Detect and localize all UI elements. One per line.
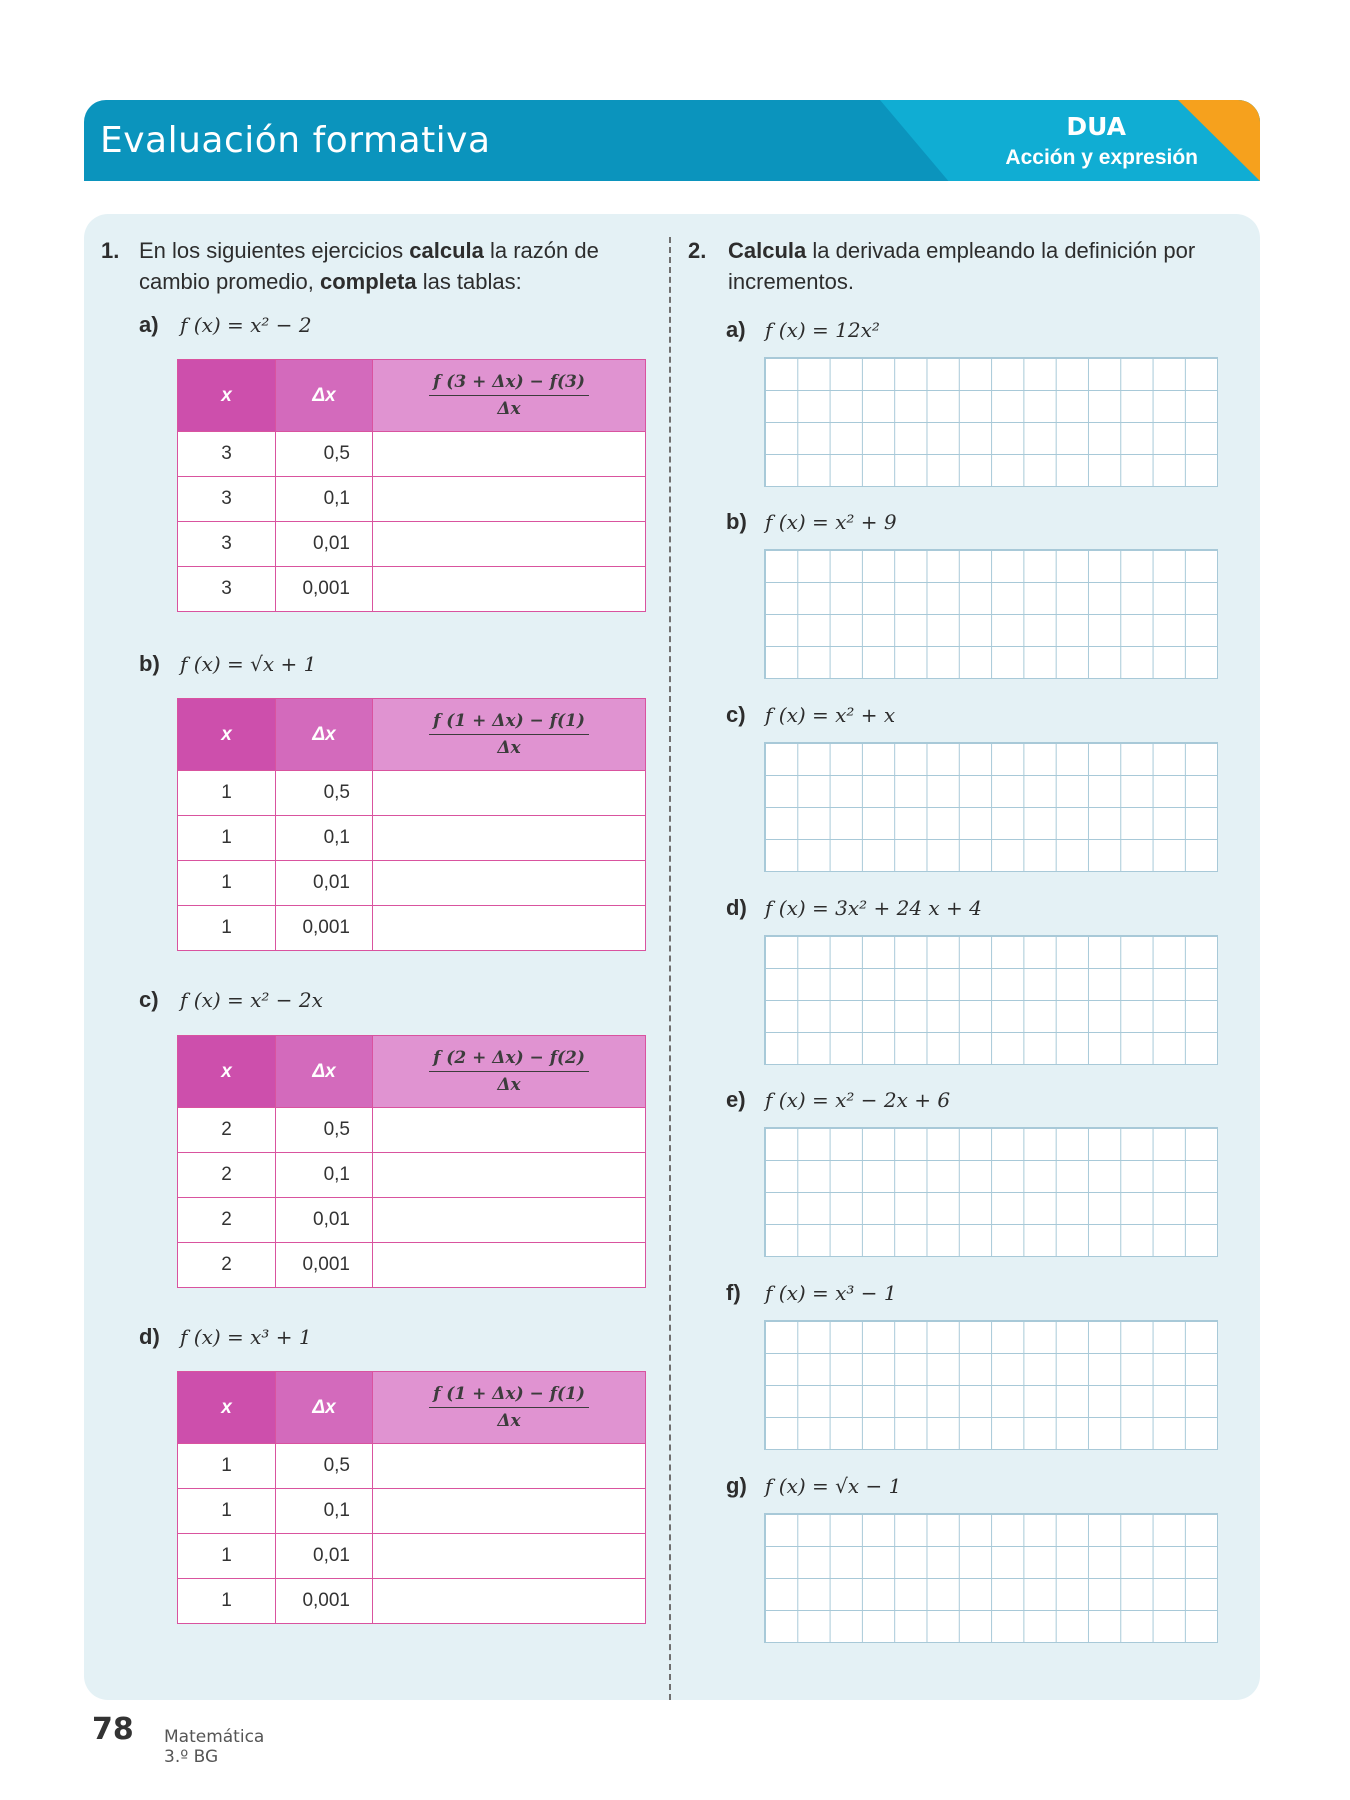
answer-grid[interactable] bbox=[764, 935, 1218, 1065]
rate-of-change-table bbox=[177, 698, 646, 951]
answer-cell[interactable] bbox=[373, 861, 646, 906]
question-2-text bbox=[728, 235, 1240, 297]
table-header-row bbox=[178, 360, 646, 432]
fraction-denominator: Δx bbox=[497, 737, 521, 758]
cell-dx: 0,5 bbox=[276, 1108, 373, 1153]
cell-x: 1 bbox=[178, 906, 276, 951]
col-header-dx: Δx bbox=[276, 1372, 373, 1444]
col-header-x: x bbox=[178, 360, 276, 432]
q2-item-label: f) bbox=[726, 1280, 741, 1305]
table-row bbox=[178, 1489, 646, 1534]
col-header-x: x bbox=[178, 1036, 276, 1108]
answer-cell[interactable] bbox=[373, 771, 646, 816]
table-row bbox=[178, 1153, 646, 1198]
table-header-row bbox=[178, 1036, 646, 1108]
col-header-rate bbox=[373, 699, 646, 771]
q1-text-bold: calcula bbox=[409, 238, 484, 263]
page-number: 78 bbox=[92, 1712, 134, 1747]
answer-grid[interactable] bbox=[764, 1513, 1218, 1643]
table-row bbox=[178, 477, 646, 522]
col-header-dx: Δx bbox=[276, 1036, 373, 1108]
cell-dx: 0,5 bbox=[276, 771, 373, 816]
cell-x: 1 bbox=[178, 1444, 276, 1489]
table-row bbox=[178, 1243, 646, 1288]
q1-item-label: c) bbox=[139, 987, 159, 1012]
cell-dx: 0,5 bbox=[276, 432, 373, 477]
q2-item-label: e) bbox=[726, 1087, 746, 1112]
fraction-numerator: f (1 + Δx) − f(1) bbox=[429, 711, 589, 735]
cell-dx: 0,01 bbox=[276, 1534, 373, 1579]
cell-x: 3 bbox=[178, 477, 276, 522]
cell-x: 2 bbox=[178, 1153, 276, 1198]
cell-x: 1 bbox=[178, 1489, 276, 1534]
rate-fraction bbox=[429, 1048, 589, 1095]
q2-item-label: a) bbox=[726, 317, 746, 342]
cell-dx: 0,001 bbox=[276, 1579, 373, 1624]
table-row bbox=[178, 1198, 646, 1243]
answer-cell[interactable] bbox=[373, 1489, 646, 1534]
q1-text-bold: completa bbox=[319, 269, 417, 294]
fraction-denominator: Δx bbox=[497, 1074, 521, 1095]
cell-x: 3 bbox=[178, 522, 276, 567]
table-header-row bbox=[178, 1372, 646, 1444]
answer-cell[interactable] bbox=[373, 567, 646, 612]
question-2-number: 2. bbox=[688, 238, 707, 263]
fraction-denominator: Δx bbox=[497, 1410, 521, 1431]
cell-dx: 0,01 bbox=[276, 861, 373, 906]
cell-dx: 0,1 bbox=[276, 1153, 373, 1198]
fraction-denominator: Δx bbox=[497, 398, 521, 419]
q1-item-formula: f (x) = √x + 1 bbox=[180, 652, 317, 676]
q1-item-label: d) bbox=[139, 1324, 160, 1349]
answer-grid[interactable] bbox=[764, 357, 1218, 487]
q2-item-formula: f (x) = x² + 9 bbox=[765, 510, 897, 534]
q2-item-label: g) bbox=[726, 1473, 747, 1498]
cell-x: 1 bbox=[178, 1579, 276, 1624]
col-header-x: x bbox=[178, 1372, 276, 1444]
q1-item-formula: f (x) = x³ + 1 bbox=[180, 1325, 312, 1349]
rate-fraction bbox=[429, 372, 589, 419]
cell-x: 1 bbox=[178, 861, 276, 906]
dua-badge-subtitle: Acción y expresión bbox=[1005, 146, 1198, 169]
cell-dx: 0,1 bbox=[276, 816, 373, 861]
cell-dx: 0,01 bbox=[276, 1198, 373, 1243]
q2-item-label: d) bbox=[726, 895, 747, 920]
col-header-rate bbox=[373, 360, 646, 432]
table-row bbox=[178, 432, 646, 477]
q2-item-formula: f (x) = √x − 1 bbox=[765, 1474, 902, 1498]
col-header-x: x bbox=[178, 699, 276, 771]
cell-dx: 0,001 bbox=[276, 567, 373, 612]
answer-cell[interactable] bbox=[373, 1198, 646, 1243]
cell-dx: 0,1 bbox=[276, 1489, 373, 1534]
answer-cell[interactable] bbox=[373, 1444, 646, 1489]
answer-grid[interactable] bbox=[764, 742, 1218, 872]
q1-text-part: la razón de cambio promedio, bbox=[139, 238, 599, 294]
cell-x: 1 bbox=[178, 816, 276, 861]
section-header bbox=[84, 100, 1260, 181]
table-row bbox=[178, 1534, 646, 1579]
answer-cell[interactable] bbox=[373, 1534, 646, 1579]
footer-grade: 3.º BG bbox=[164, 1747, 219, 1767]
table-row bbox=[178, 1579, 646, 1624]
cell-dx: 0,5 bbox=[276, 1444, 373, 1489]
footer-subject: Matemática bbox=[164, 1727, 265, 1747]
q2-item-formula: f (x) = x² − 2x + 6 bbox=[765, 1088, 951, 1112]
q2-item-formula: f (x) = x³ − 1 bbox=[765, 1281, 897, 1305]
fraction-numerator: f (2 + Δx) − f(2) bbox=[429, 1048, 589, 1072]
answer-cell[interactable] bbox=[373, 1108, 646, 1153]
col-header-rate bbox=[373, 1036, 646, 1108]
q2-item-label: c) bbox=[726, 702, 746, 727]
fraction-numerator: f (3 + Δx) − f(3) bbox=[429, 372, 589, 396]
answer-grid[interactable] bbox=[764, 1127, 1218, 1257]
q1-item-formula: f (x) = x² − 2x bbox=[180, 988, 323, 1012]
col-header-rate bbox=[373, 1372, 646, 1444]
table-header-row bbox=[178, 699, 646, 771]
table-row bbox=[178, 1108, 646, 1153]
q1-text-part: las tablas: bbox=[416, 269, 522, 294]
cell-x: 1 bbox=[178, 771, 276, 816]
cell-dx: 0,1 bbox=[276, 477, 373, 522]
table-row bbox=[178, 816, 646, 861]
col-header-dx: Δx bbox=[276, 360, 373, 432]
rate-of-change-table bbox=[177, 1035, 646, 1288]
q2-item-formula: f (x) = 12x² bbox=[765, 318, 880, 342]
rate-fraction bbox=[429, 711, 589, 758]
rate-of-change-table bbox=[177, 1371, 646, 1624]
q2-item-formula: f (x) = x² + x bbox=[765, 703, 896, 727]
table-row bbox=[178, 522, 646, 567]
q2-text-bold: Calcula bbox=[728, 238, 807, 263]
answer-cell[interactable] bbox=[373, 522, 646, 567]
table-row bbox=[178, 906, 646, 951]
answer-cell[interactable] bbox=[373, 432, 646, 477]
q2-item-formula: f (x) = 3x² + 24 x + 4 bbox=[765, 896, 982, 920]
col-header-dx: Δx bbox=[276, 699, 373, 771]
dua-badge-title: DUA bbox=[1066, 112, 1126, 141]
q1-item-label: b) bbox=[139, 651, 160, 676]
question-1-number: 1. bbox=[101, 238, 120, 263]
answer-cell[interactable] bbox=[373, 477, 646, 522]
rate-fraction bbox=[429, 1384, 589, 1431]
q2-item-label: b) bbox=[726, 509, 747, 534]
table-row bbox=[178, 861, 646, 906]
table-row bbox=[178, 567, 646, 612]
question-1-text bbox=[139, 235, 629, 297]
cell-dx: 0,01 bbox=[276, 522, 373, 567]
answer-cell[interactable] bbox=[373, 816, 646, 861]
q1-text-part: En los siguientes ejercicios bbox=[139, 238, 410, 263]
cell-x: 2 bbox=[178, 1108, 276, 1153]
cell-dx: 0,001 bbox=[276, 1243, 373, 1288]
cell-x: 3 bbox=[178, 432, 276, 477]
q1-item-formula: f (x) = x² − 2 bbox=[180, 313, 312, 337]
cell-x: 2 bbox=[178, 1198, 276, 1243]
answer-grid[interactable] bbox=[764, 1320, 1218, 1450]
section-title: Evaluación formativa bbox=[100, 120, 491, 161]
fraction-numerator: f (1 + Δx) − f(1) bbox=[429, 1384, 589, 1408]
q2-text-part: la derivada empleando la definición por incrementos. bbox=[728, 238, 1196, 294]
answer-cell[interactable] bbox=[373, 906, 646, 951]
answer-cell[interactable] bbox=[373, 1153, 646, 1198]
cell-x: 2 bbox=[178, 1243, 276, 1288]
cell-dx: 0,001 bbox=[276, 906, 373, 951]
q1-item-label: a) bbox=[139, 312, 159, 337]
answer-grid[interactable] bbox=[764, 549, 1218, 679]
cell-x: 3 bbox=[178, 567, 276, 612]
table-row bbox=[178, 771, 646, 816]
answer-cell[interactable] bbox=[373, 1579, 646, 1624]
table-row bbox=[178, 1444, 646, 1489]
answer-cell[interactable] bbox=[373, 1243, 646, 1288]
rate-of-change-table bbox=[177, 359, 646, 612]
cell-x: 1 bbox=[178, 1534, 276, 1579]
column-divider bbox=[669, 237, 671, 1700]
